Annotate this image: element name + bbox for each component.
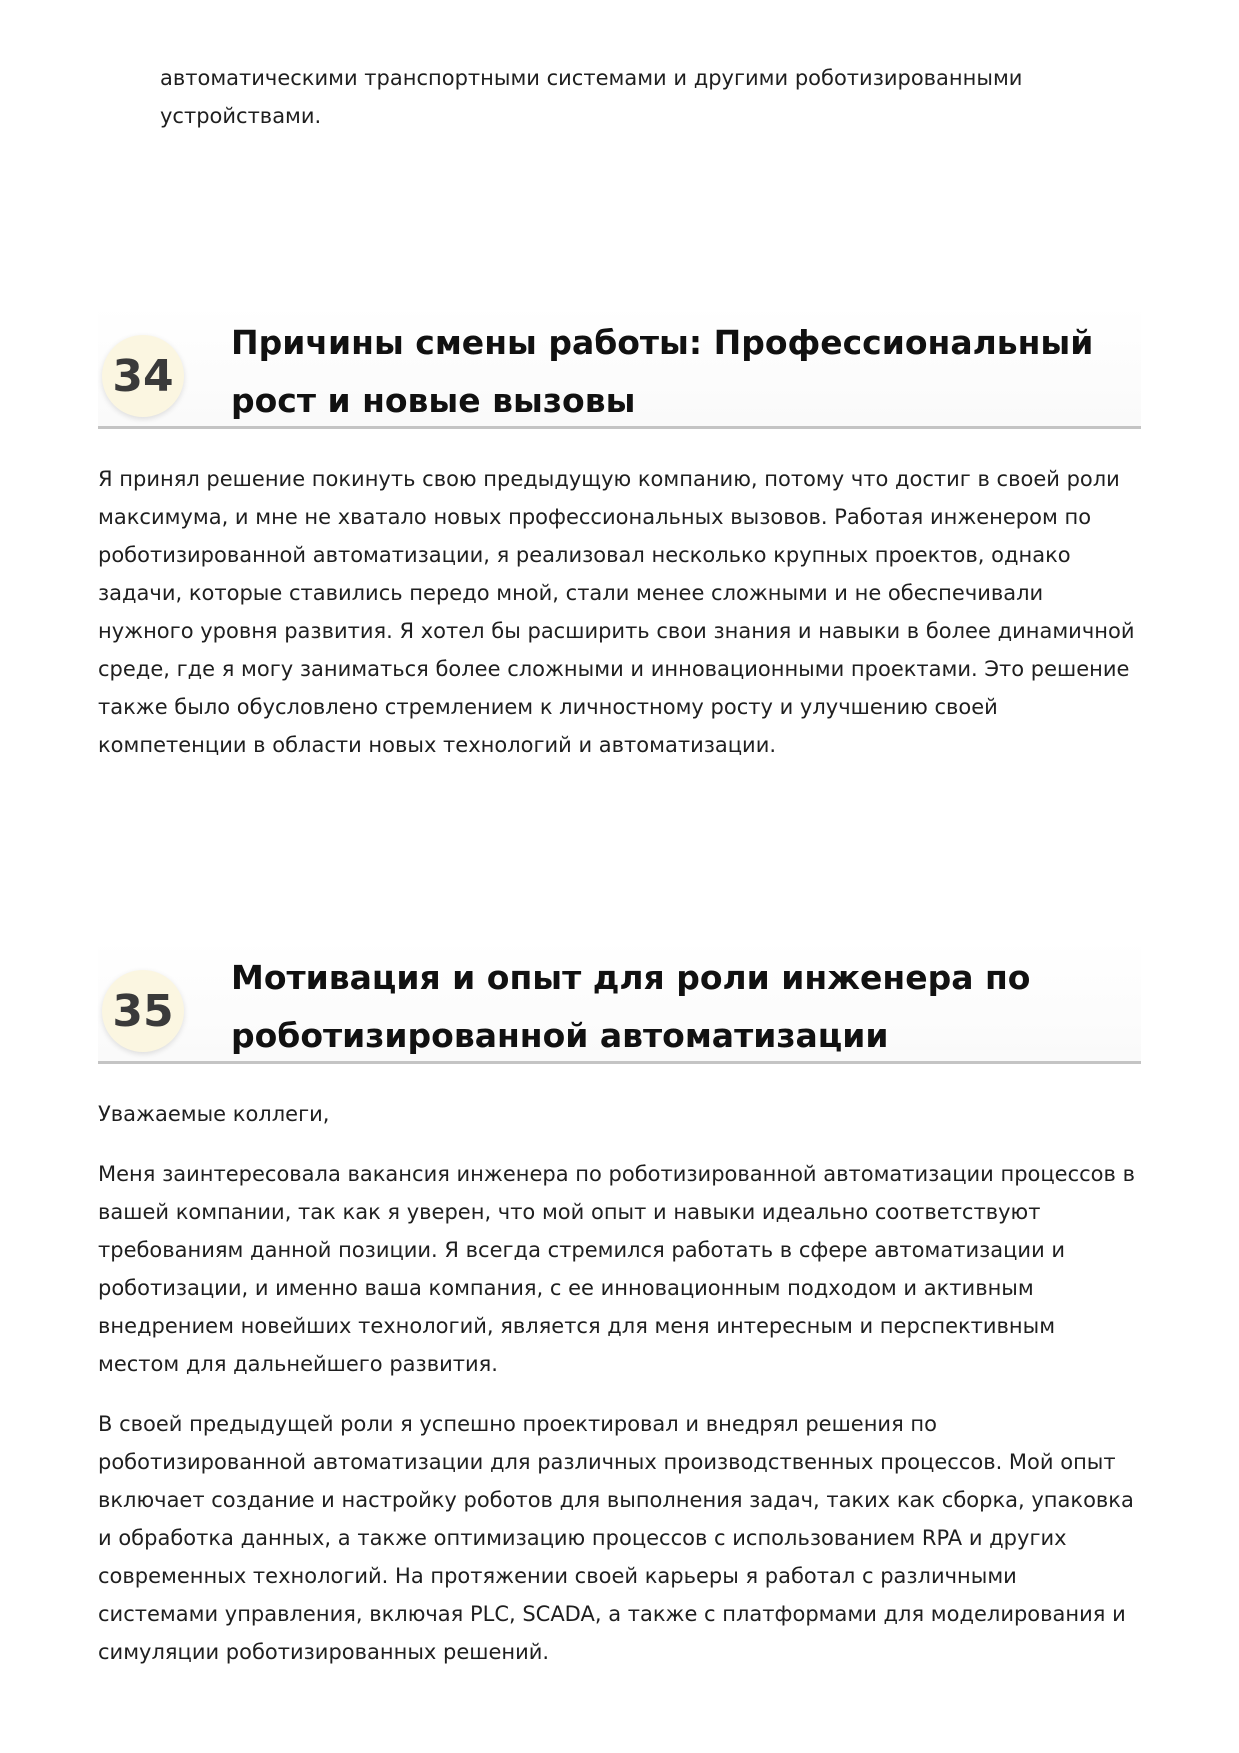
section-body: [98, 460, 1141, 764]
section-header: [98, 940, 1141, 1064]
paragraph: Меня заинтересовала вакансия инженера по роботизированной автоматизации процессов в вашей компании, так как я уверен, что мой опыт и навыки идеально соответствуют требованиям данной позиции. Я всегда стремился работать в сфере автоматизации и роботизации, и именно ваша компания, с ее инновационным подходом и активным внедрением новейших технологий, является для меня интересным и перспективным местом для дальнейшего развития.: [98, 1162, 1135, 1376]
paragraph: Я принял решение покинуть свою предыдущую компанию, потому что достиг в своей роли максимума, и мне не хватало новых профессиональных вызовов. Работая инженером по роботизированной автоматизации, я реализовал несколько крупных проектов, однако задачи, которые ставились передо мной, стали менее сложными и не обеспечивали нужного уровня развития. Я хотел бы расширить свои знания и навыки в более динамичной среде, где я могу заниматься более сложными и инновационными проектами. Это решение также было обусловлено стремлением к личностному росту и улучшению своей компетенции в области новых технологий и автоматизации.: [98, 467, 1135, 757]
section-number-badge: 35: [102, 970, 184, 1052]
section-number-badge: 34: [102, 335, 184, 417]
intro-paragraph: автоматическими транспортными системами и другими роботизированными устройствами.: [160, 66, 1023, 128]
section-34: [98, 305, 1141, 786]
section-title: Причины смены работы: Профессиональный рост и новые вызовы: [231, 323, 1094, 420]
section-35: [98, 940, 1141, 1693]
paragraph: Уважаемые коллеги,: [98, 1102, 330, 1126]
section-header: [98, 305, 1141, 429]
section-title: Мотивация и опыт для роли инженера по роботизированной автоматизации: [231, 958, 1031, 1055]
section-body: [98, 1095, 1141, 1671]
paragraph: В своей предыдущей роли я успешно проектировал и внедрял решения по роботизированной автоматизации для различных производственных процессов. Мой опыт включает создание и настройку роботов для выполнения задач, таких как сборка, упаковка и обработка данных, а также оптимизацию процессов с использованием RPA и других современных технологий. На протяжении своей карьеры я работал с различными системами управления, включая PLC, SCADA, а также с платформами для моделирования и симуляции роботизированных решений.: [98, 1412, 1134, 1664]
